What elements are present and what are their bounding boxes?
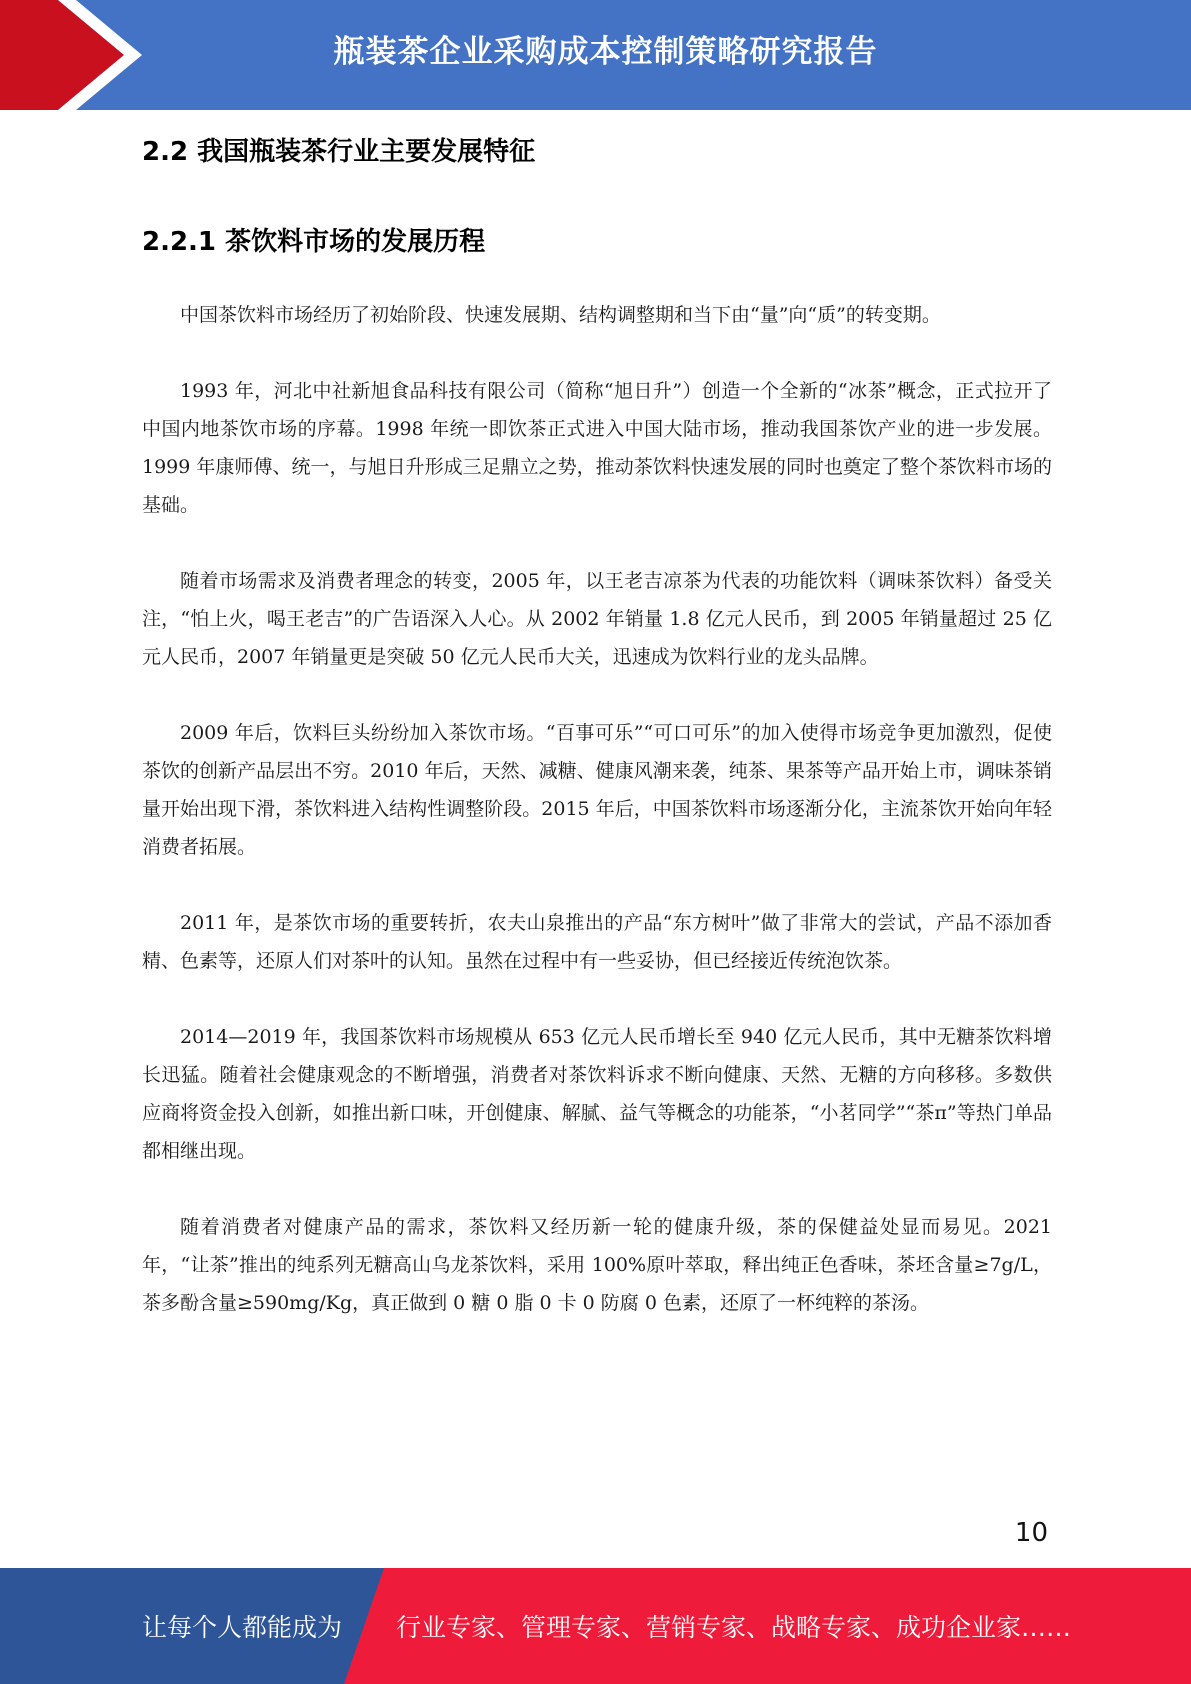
page-footer (0, 1568, 1191, 1684)
section-heading: 2.2 我国瓶装茶行业主要发展特征 (142, 137, 536, 167)
paragraph: 2014—2019 年，我国茶饮料市场规模从 653 亿元人民币增长至 940 亿元人民币，其中无糖茶饮料增长迅猛。随着社会健康观念的不断增强，消费者对茶饮料诉求不断向健康、天然、无糖的方向移移。多数供应商将资金投入创新，如推出新口味，开创健康、解腻、益气等概念的功能茶，“小茗同学”“茶π”等热门单品都相继出现。 (142, 1026, 1052, 1162)
page-number: 10 (1014, 1518, 1048, 1548)
body-text (142, 296, 1052, 1360)
paragraph: 2009 年后，饮料巨头纷纷加入茶饮市场。“百事可乐”“可口可乐”的加入使得市场竞争更加激烈，促使茶饮的创新产品层出不穷。2010 年后，天然、减糖、健康风潮来袭，纯茶、果茶等产品开始上市，调味茶销量开始出现下滑，茶饮料进入结构性调整阶段。2015 年后，中国茶饮料市场逐渐分化，主流茶饮开始向年轻消费者拓展。 (142, 722, 1052, 858)
footer-tagline: 行业专家、管理专家、营销专家、战略专家、成功企业家…… (396, 1613, 1072, 1642)
subsection-heading: 2.2.1 茶饮料市场的发展历程 (142, 227, 486, 257)
footer-slogan: 让每个人都能成为 (142, 1613, 343, 1642)
page-header (0, 0, 1191, 110)
paragraph: 1993 年，河北中社新旭食品科技有限公司（简称“旭日升”）创造一个全新的“冰茶”概念，正式拉开了中国内地茶饮市场的序幕。1998 年统一即饮茶正式进入中国大陆市场，推动我国茶饮产业的进一步发展。1999 年康师傅、统一，与旭日升形成三足鼎立之势，推动茶饮料快速发展的同时也奠定了整个茶饮料市场的基础。 (142, 380, 1052, 516)
document-title: 瓶装茶企业采购成本控制策略研究报告 (333, 34, 878, 70)
paragraph: 中国茶饮料市场经历了初始阶段、快速发展期、结构调整期和当下由“量”向“质”的转变期。 (180, 304, 941, 326)
paragraph: 2011 年，是茶饮市场的重要转折，农夫山泉推出的产品“东方树叶”做了非常大的尝试，产品不添加香精、色素等，还原人们对茶叶的认知。虽然在过程中有一些妥协，但已经接近传统泡饮茶。 (142, 912, 1052, 972)
paragraph: 随着市场需求及消费者理念的转变，2005 年，以王老吉凉茶为代表的功能饮料（调味茶饮料）备受关注，“怕上火，喝王老吉”的广告语深入人心。从 2002 年销量 1.8 亿元人民币，到 2005 年销量超过 25 亿元人民币，2007 年销量更是突破 50 亿元人民币大关，迅速成为饮料行业的龙头品牌。 (142, 570, 1052, 668)
paragraph: 随着消费者对健康产品的需求，茶饮料又经历新一轮的健康升级，茶的保健益处显而易见。2021 年，“让茶”推出的纯系列无糖高山乌龙茶饮料，采用 100%原叶萃取，释出纯正色香味，茶坯含量≥7g/L，茶多酚含量≥590mg/Kg，真正做到 0 糖 0 脂 0 卡 0 防腐 0 色素，还原了一杯纯粹的茶汤。 (142, 1216, 1052, 1314)
